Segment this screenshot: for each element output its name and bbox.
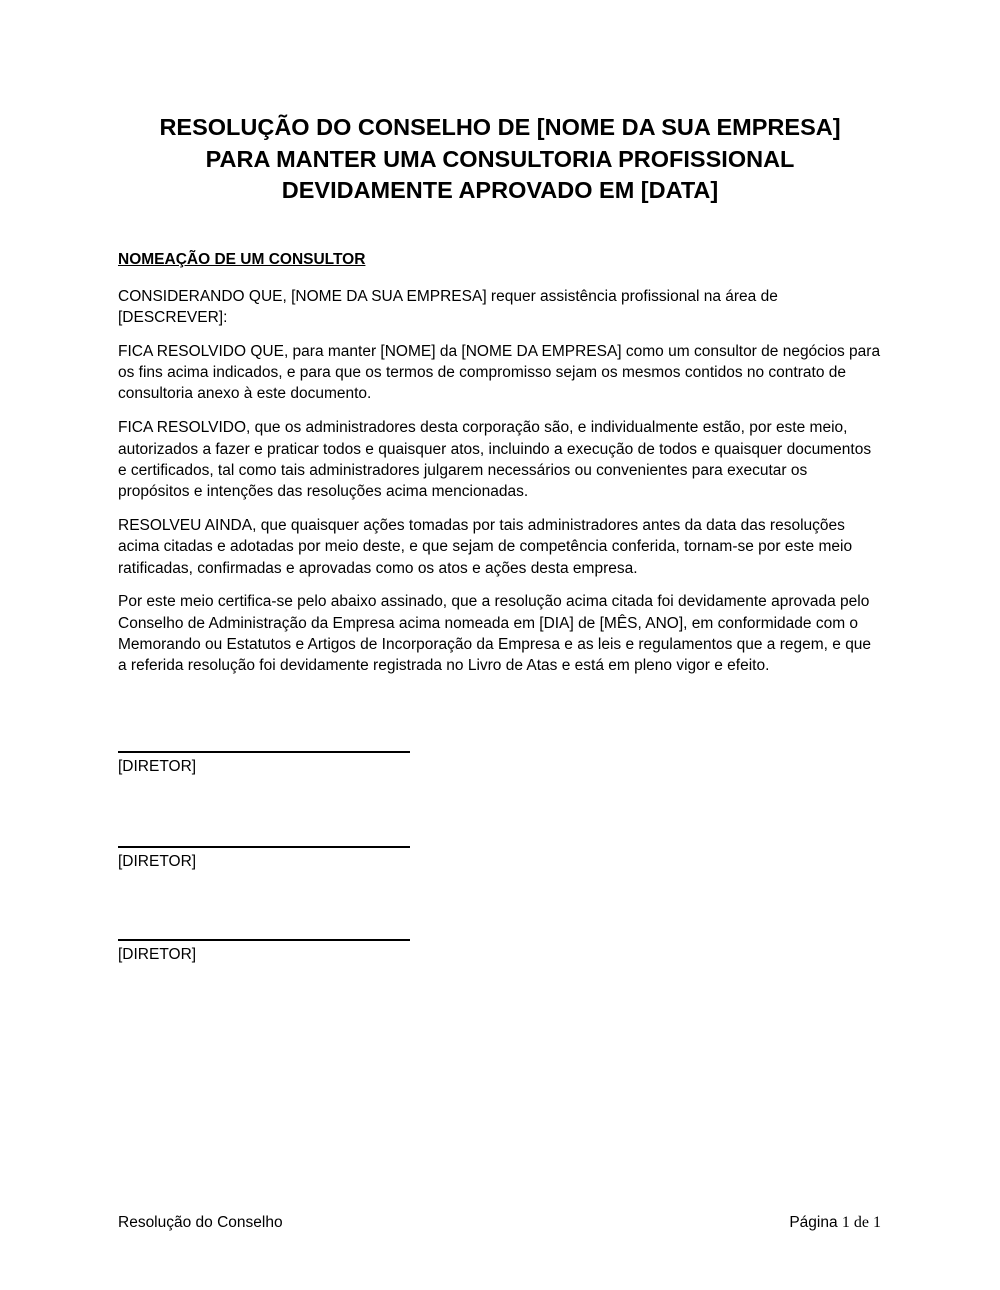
section-heading: NOMEAÇÃO DE UM CONSULTOR [118,250,366,268]
footer-page-indicator [789,1212,881,1233]
document-title-line-1: RESOLUÇÃO DO CONSELHO DE [NOME DA SUA EMPRESA] [159,114,841,140]
signature-label-2: [DIRETOR] [118,853,197,870]
footer-page-numbers: 1 de 1 [841,1214,881,1231]
signature-label-3: [DIRETOR] [118,946,197,963]
signature-label-1: [DIRETOR] [118,758,197,775]
paragraph-resolveu-ainda: RESOLVEU AINDA, que quaisquer ações tomadas por tais administradores antes da data das resoluções acima citadas e adotadas por meio deste, e que sejam de competência conferida, tornam-se por este meio ratificadas, confirmadas e aprovadas como os atos e ações desta empresa. [118,516,853,577]
document-content [118,0,882,689]
signature-block-2 [118,846,410,872]
footer-document-name: Resolução do Conselho [118,1214,283,1231]
document-title [118,112,882,207]
paragraph-considerando: CONSIDERANDO QUE, [NOME DA SUA EMPRESA] requer assistência profissional na área de [DESCREVER]: [118,287,778,327]
document-title-line-2: PARA MANTER UMA CONSULTORIA PROFISSIONAL [205,145,795,172]
page-footer [118,1212,881,1233]
paragraph-fica-resolvido-administradores: FICA RESOLVIDO, que os administradores desta corporação são, e individualmente estão, por este meio, autorizados a fazer e praticar todos e quaisquer atos, incluindo a execução de todos e quaisquer documentos e certificados, tal como tais administradores julgarem necessários ou convenientes para executar os propósitos e intenções das resoluções acima mencionadas. [118,419,872,501]
footer-page-word: Página [789,1214,838,1231]
document-title-line-3: DEVIDAMENTE APROVADO EM [DATA] [281,177,719,203]
signature-block-3 [118,939,410,965]
signature-block-1 [118,751,410,777]
paragraph-certificacao: Por este meio certifica-se pelo abaixo assinado, que a resolução acima citada foi devidamente aprovada pelo Conselho de Administração da Empresa acima nomeada em [DIA] de [MÊS, ANO], em conformidade com o Memorando ou Estatutos e Artigos de Incorporação da Empresa e as leis e regulamentos que a regem, e que a referida resolução foi devidamente registrada no Livro de Atas e está em pleno vigor e efeito. [118,593,872,675]
paragraph-fica-resolvido-que: FICA RESOLVIDO QUE, para manter [NOME] da [NOME DA EMPRESA] como um consultor de negócios para os fins acima indicados, e para que os termos de compromisso sejam os mesmos contidos no contrato de consultoria anexo à este documento. [118,342,881,403]
